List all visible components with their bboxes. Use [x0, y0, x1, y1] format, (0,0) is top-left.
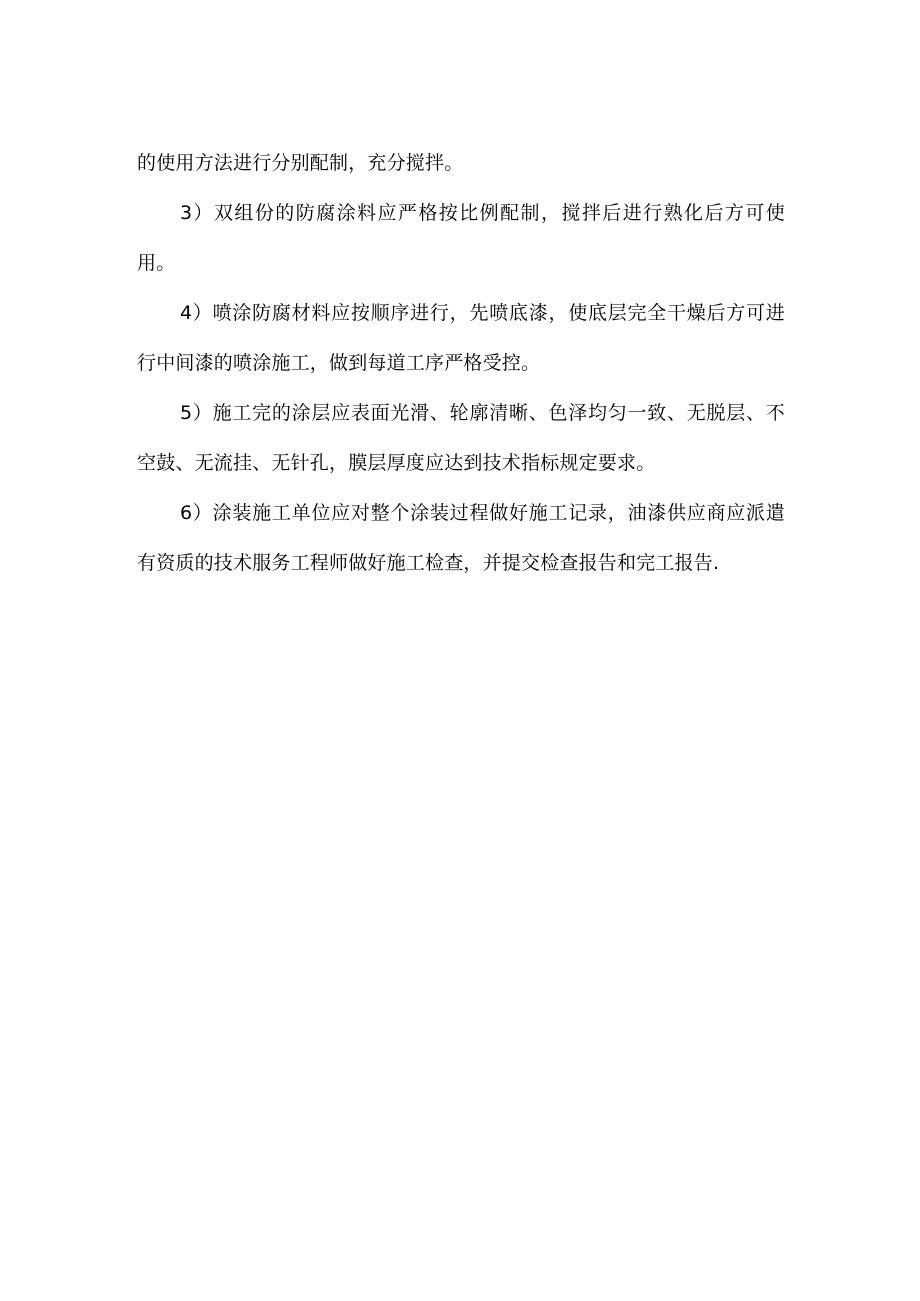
- paragraph-continuation: 的使用方法进行分别配制，充分搅拌。: [137, 152, 464, 174]
- document-body: [137, 138, 785, 588]
- paragraph-item-5: 5）施工完的涂层应表面光滑、轮廓清晰、色泽均匀一致、无脱层、不空鼓、无流挂、无针孔，膜层厚度应达到技术指标规定要求。: [137, 402, 785, 474]
- paragraph-item-6: 6）涂装施工单位应对整个涂装过程做好施工记录，油漆供应商应派遣有资质的技术服务工程师做好施工检查，并提交检查报告和完工报告.: [137, 502, 785, 574]
- paragraph-item-4: 4）喷涂防腐材料应按顺序进行，先喷底漆，使底层完全干燥后方可进行中间漆的喷涂施工，做到每道工序严格受控。: [137, 302, 785, 374]
- paragraph-item-3: 3）双组份的防腐涂料应严格按比例配制，搅拌后进行熟化后方可使用。: [137, 202, 785, 274]
